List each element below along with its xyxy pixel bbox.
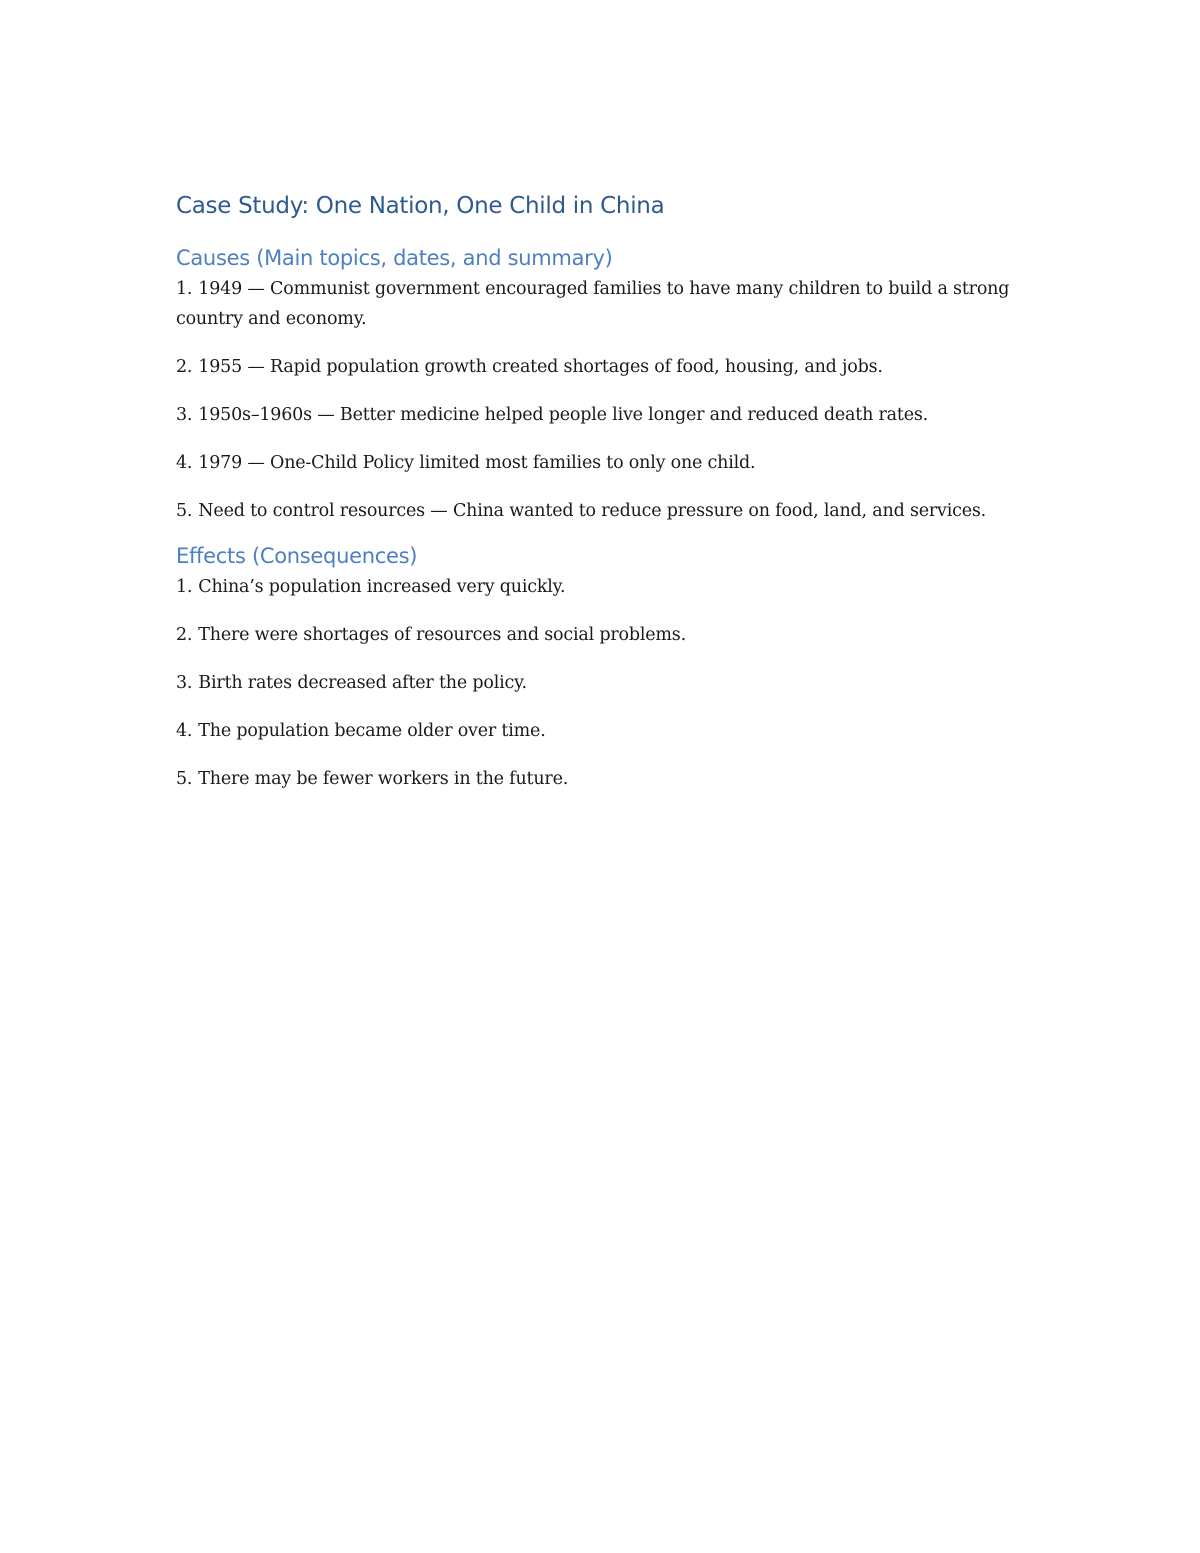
list-item-number: 1.	[176, 577, 193, 597]
list-item-text: 1955 — Rapid population growth created shortages of food, housing, and jobs.	[198, 357, 883, 377]
list-item-number: 2.	[176, 357, 193, 377]
list-item	[176, 400, 1046, 430]
list-item-text: 1949 — Communist government encouraged families to have many children to build a strong country and economy.	[176, 279, 1010, 329]
list-item	[176, 448, 1046, 478]
list-item-text: Birth rates decreased after the policy.	[198, 673, 527, 693]
list-item-text: China’s population increased very quickly.	[198, 577, 566, 597]
list-item-number: 3.	[176, 673, 193, 693]
list-item	[176, 352, 1046, 382]
list-item-text: There may be fewer workers in the future.	[198, 769, 569, 789]
list-item-number: 4.	[176, 453, 193, 473]
list-item	[176, 764, 1046, 794]
causes-list	[176, 274, 1046, 526]
list-item-text: The population became older over time.	[198, 721, 546, 741]
document-content	[176, 190, 1046, 812]
list-item	[176, 274, 1046, 334]
list-item-text: 1950s–1960s — Better medicine helped people live longer and reduced death rates.	[198, 405, 929, 425]
list-item	[176, 496, 1046, 526]
list-item-number: 3.	[176, 405, 193, 425]
page-title: Case Study: One Nation, One Child in China	[176, 193, 665, 219]
list-item-text: Need to control resources — China wanted to reduce pressure on food, land, and services.	[198, 501, 987, 521]
list-item-number: 4.	[176, 721, 193, 741]
list-item-text: 1979 — One-Child Policy limited most families to only one child.	[198, 453, 756, 473]
list-item	[176, 668, 1046, 698]
list-item	[176, 572, 1046, 602]
list-item-text: There were shortages of resources and social problems.	[198, 625, 686, 645]
list-item-number: 5.	[176, 501, 193, 521]
list-item-number: 2.	[176, 625, 193, 645]
effects-list	[176, 572, 1046, 794]
list-item-number: 5.	[176, 769, 193, 789]
list-item	[176, 620, 1046, 650]
list-item-number: 1.	[176, 279, 193, 299]
causes-heading: Causes (Main topics, dates, and summary)	[176, 246, 613, 270]
effects-heading: Effects (Consequences)	[176, 544, 418, 568]
list-item	[176, 716, 1046, 746]
